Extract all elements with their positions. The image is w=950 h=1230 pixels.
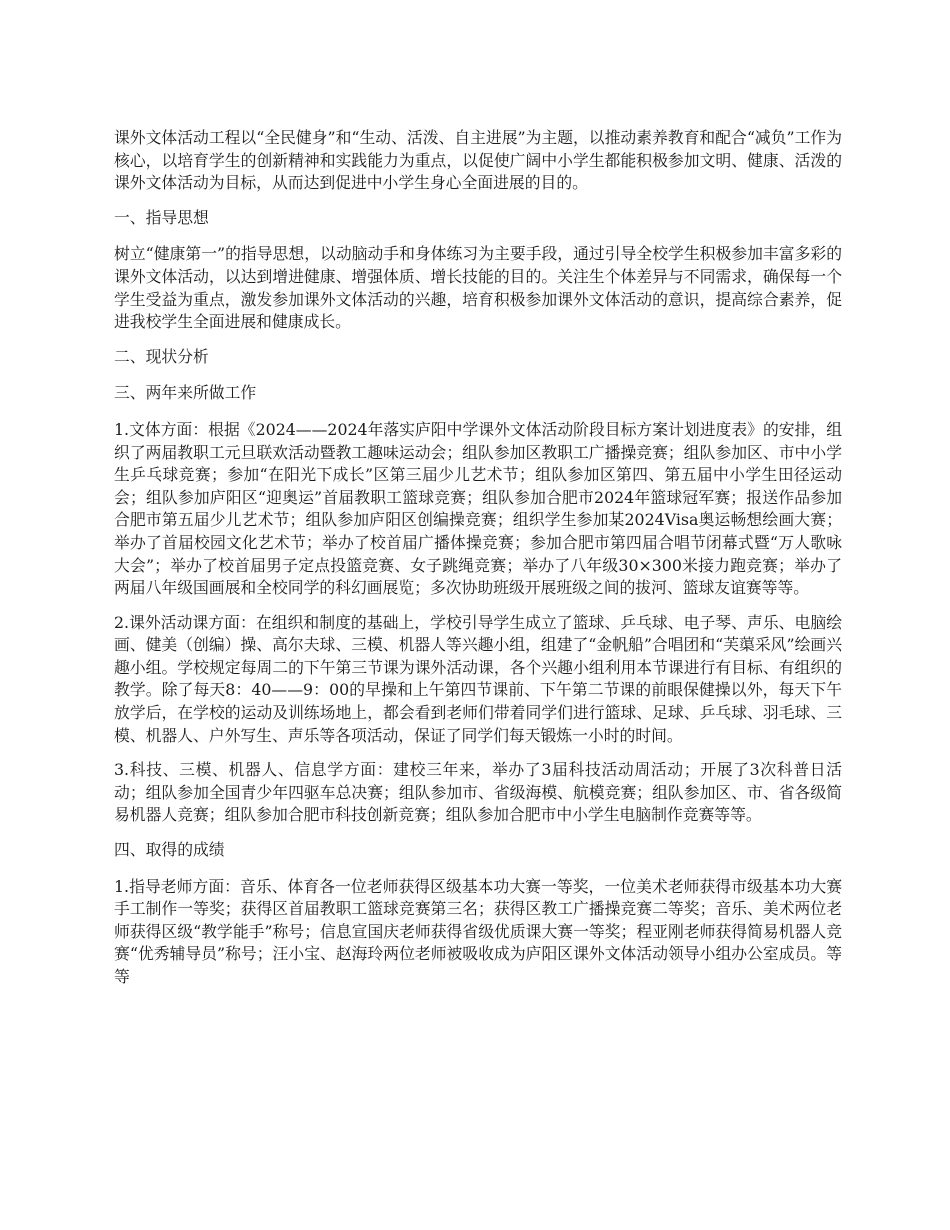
document-page xyxy=(114,127,842,1001)
work-activity-class-paragraph: 2.课外活动课方面：在组织和制度的基础上，学校引导学生成立了篮球、乒乓球、电子琴、声乐、电脑绘画、健美（创编）操、高尔夫球、三模、机器人等兴趣小组，组建了“金帆船”合唱团和“芙蕖采风”绘画兴趣小组。学校规定每周二的下午第三节课为课外活动课，各个兴趣小组利用本节课进行有目标、有组织的教学。除了每天8：40——9：00的早操和上午第四节课前、下午第二节课的前眼保健操以外，每天下午放学后，在学校的运动及训练场地上，都会看到老师们带着同学们进行篮球、足球、乒乓球、羽毛球、三模、机器人、户外写生、声乐等各项活动，保证了同学们每天锻炼一小时的时间。 xyxy=(114,612,842,745)
guiding-thought-paragraph: 树立“健康第一”的指导思想，以动脑动手和身体练习为主要手段，通过引导全校学生积极参加丰富多彩的课外文体活动，以达到增进健康、增强体质、增长技能的目的。关注生个体差异与不同需求，确保每一个学生受益为重点，激发参加课外文体活动的兴趣，培育积极参加课外文体活动的意识，提高综合素养，促进我校学生全面进展和健康成长。 xyxy=(114,244,842,332)
section-heading-work-done: 三、两年来所做工作 xyxy=(114,383,257,403)
intro-paragraph: 课外文体活动工程以“全民健身”和“生动、活泼、自主进展”为主题，以推动素养教育和配合“减负”工作为核心，以培育学生的创新精神和实践能力为重点，以促使广阔中小学生都能积极参加文明、健康、活泼的课外文体活动为目标，从而达到促进中小学生身心全面进展的目的。 xyxy=(114,128,842,193)
section-heading-guiding-thought: 一、指导思想 xyxy=(114,207,209,227)
achievements-teachers-paragraph: 1.指导老师方面：音乐、体育各一位老师获得区级基本功大赛一等奖，一位美术老师获得市级基本功大赛手工制作一等奖；获得区首届教职工篮球竞赛第三名；获得区教工广播操竞赛二等奖；音乐、美术两位老师获得区级“教学能手”称号；信息宣国庆老师获得省级优质课大赛一等奖；程亚刚老师获得简易机器人竞赛“优秀辅导员”称号；汪小宝、赵海玲两位老师被吸收成为庐阳区课外文体活动领导小组办公室成员。等等 xyxy=(114,876,842,986)
section-heading-current-status: 二、现状分析 xyxy=(114,346,209,366)
work-sports-paragraph: 1.文体方面：根据《2024——2024年落实庐阳中学课外文体活动阶段目标方案计划进度表》的安排，组织了两届教职工元旦联欢活动暨教工趣味运动会；组队参加区教职工广播操竞赛；组队参加区、市中小学生乒乓球竞赛；参加“在阳光下成长”区第三届少儿艺术节；组队参加区第四、第五届中小学生田径运动会；组队参加庐阳区“迎奥运”首届教职工篮球竞赛；组队参加合肥市2024年篮球冠军赛；报送作品参加合肥市第五届少儿艺术节；组队参加庐阳区创编操竞赛；组织学生参加某2024Visa奥运畅想绘画大赛；举办了首届校园文化艺术节；举办了校首届广播体操竞赛；参加合肥市第四届合唱节闭幕式暨“万人歌咏大会”；举办了校首届男子定点投篮竞赛、女子跳绳竞赛；举办了八年级30×300米接力跑竞赛；举办了两届八年级国画展和全校同学的科幻画展览；多次协助班级开展班级之间的拔河、篮球友谊赛等等。 xyxy=(114,419,842,598)
work-technology-paragraph: 3.科技、三模、机器人、信息学方面：建校三年来，举办了3届科技活动周活动；开展了3次科普日活动；组队参加全国青少年四驱车总决赛；组队参加市、省级海模、航模竞赛；组队参加区、市、省各级简易机器人竞赛；组队参加合肥市科技创新竞赛；组队参加合肥市中小学生电脑制作竞赛等等。 xyxy=(114,760,842,825)
section-heading-achievements: 四、取得的成绩 xyxy=(114,840,225,860)
